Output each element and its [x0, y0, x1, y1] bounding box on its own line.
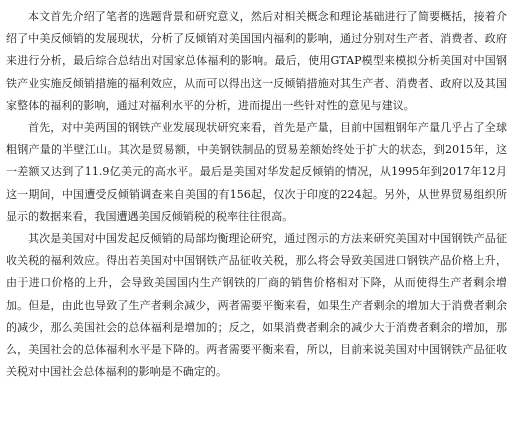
paragraph-industry-status: 首先，对中美两国的钢铁产业发展现状研究来看，首先是产量，目前中国粗钢年产量几乎占了全球粗钢产量的半壁江山。其次是贸易额，中美钢铁制品的贸易差额始终处于扩大的状态，到2015年，这一差额又达到了11.9亿美元的高水平。最后是美国对华发起反倾销的情况，从1995年到2017年12月这一期间，中国遭受反倾销调查来自美国的有156起，仅次于印度的224起。另外，从世界贸易组织所显示的数据来看，我国遭遇美国反倾销税的税率往往很高。: [6, 121, 507, 223]
paragraph-partial-equilibrium: 其次是美国对中国发起反倾销的局部均衡理论研究，通过图示的方法来研究美国对中国钢铁产品征收关税的福利效应。得出若美国对中国钢铁产品征收关税，那么将会导致美国进口钢铁产品价格上升，由于进口价格的上升，会导致美国国内生产钢铁的厂商的销售价格相对下降，从而使得生产者剩余增加。但是，由此也导致了生产者剩余减少，两者需要平衡来看，如果生产者剩余的增加大于消费者剩余的减少，那么美国社会的总体福利是增加的；反之，如果消费者剩余的减少大于消费者剩余的增加，那么，美国社会的总体福利水平是下降的。两者需要平衡来看，所以，目前来说美国对中国钢铁产品征收关税对中国社会总体福利的影响是不确定的。: [6, 232, 507, 379]
paragraph-intro-summary: 本文首先介绍了笔者的选题背景和研究意义，然后对相关概念和理论基础进行了简要概括，接着介绍了中美反倾销的发展现状，分析了反倾销对美国国内福利的影响，通过分别对生产者、消费者、政府来进行分析，最后综合总结出对国家总体福利的影响。最后，使用GTAP模型来模拟分析美国对中国钢铁产业实施反倾销措施的福利效应，从而可以得出这一反倾销措施对其生产者、消费者、政府以及其国家整体的福利的影响，通过对福利水平的分析，进而提出一些针对性的意见与建议。: [6, 10, 507, 112]
